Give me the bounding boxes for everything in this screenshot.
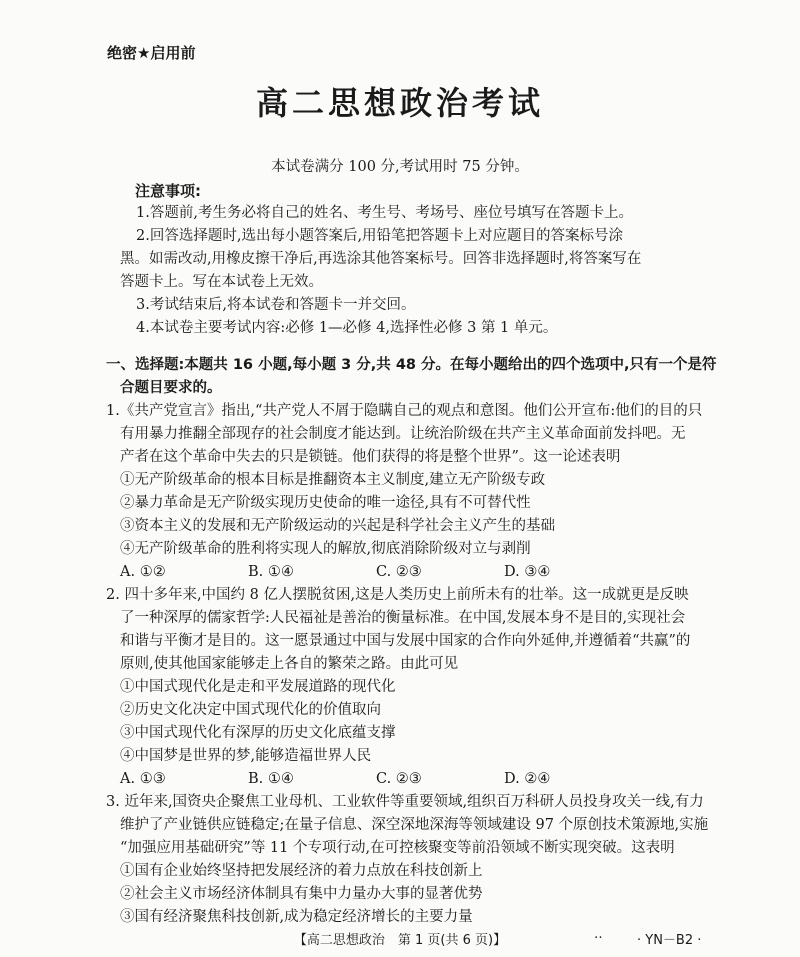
option-d: D. ③④ <box>504 564 551 580</box>
page-title: 高二思想政治考试 <box>255 84 544 122</box>
question-item: ③中国式现代化有深厚的历史文化底蕴支撑 <box>120 725 396 741</box>
notice-line: 答题卡上。写在本试卷上无效。 <box>120 274 323 290</box>
question-item: ④无产阶级革命的胜利将实现人的解放,彻底消除阶级对立与剥削 <box>120 541 531 557</box>
question-item: ①无产阶级革命的根本目标是推翻资本主义制度,建立无产阶级专政 <box>120 472 546 488</box>
option-a: A. ①② <box>120 564 166 580</box>
question-item: ③国有经济聚焦科技创新,成为稳定经济增长的主要力量 <box>120 909 473 925</box>
footer-mark: ‥ <box>594 927 603 942</box>
option-d: D. ②④ <box>504 771 551 787</box>
notice-line: 4.本试卷主要考试内容:必修 1—必修 4,选择性必修 3 第 1 单元。 <box>136 320 558 336</box>
option-a: A. ①③ <box>120 771 166 787</box>
option-c: C. ②③ <box>376 564 422 580</box>
question-stem-line: 2. 四十多年来,中国约 8 亿人摆脱贫困,这是人类历史上前所未有的壮举。这一成就更是反映 <box>106 587 689 603</box>
question-2 <box>106 584 706 791</box>
option-b: B. ①④ <box>248 771 294 787</box>
question-stem-line: 了一种深厚的儒家哲学:人民福祉是善治的衡量标准。在中国,发展本身不是目的,实现社会 <box>120 610 686 626</box>
confidential-label: 绝密★启用前 <box>107 44 196 62</box>
question-stem-line: “加强应用基础研究”等 11 个专项行动,在可控核聚变等前沿领域不断实现突破。这表明 <box>120 840 675 856</box>
answer-options <box>106 561 706 584</box>
question-3 <box>106 791 709 929</box>
notice-line: 黑。如需改动,用橡皮擦干净后,再选涂其他答案标号。回答非选择题时,将答案写在 <box>120 251 642 267</box>
notice-line: 3.考试结束后,将本试卷和答题卡一并交回。 <box>136 297 416 313</box>
question-item: ①国有企业始终坚持把发展经济的着力点放在科技创新上 <box>120 863 483 879</box>
section-heading: 一、选择题:本题共 16 小题,每小题 3 分,共 48 分。在每小题给出的四个选项中,只有一个是符 <box>106 357 717 373</box>
question-item: ③资本主义的发展和无产阶级运动的兴起是科学社会主义产生的基础 <box>120 518 555 534</box>
section-heading-cont: 合题目要求的。 <box>120 380 222 396</box>
question-stem-line: 原则,使其他国家能够走上各自的繁荣之路。由此可见 <box>120 656 459 672</box>
question-item: ②历史文化决定中国式现代化的价值取向 <box>120 702 381 718</box>
question-stem-line: 产者在这个革命中失去的只是锁链。他们获得的将是整个世界”。这一论述表明 <box>120 449 621 465</box>
notice-line: 2.回答选择题时,选出每小题答案后,用铅笔把答题卡上对应题目的答案标号涂 <box>136 228 624 244</box>
question-item: ②暴力革命是无产阶级实现历史使命的唯一途径,具有不可替代性 <box>120 495 531 511</box>
question-stem-line: 有用暴力推翻全部现存的社会制度才能达到。让统治阶级在共产主义革命面前发抖吧。无 <box>120 426 686 442</box>
question-item: ④中国梦是世界的梦,能够造福世界人民 <box>120 748 372 764</box>
question-item: ①中国式现代化是走和平发展道路的现代化 <box>120 679 396 695</box>
exam-meta: 本试卷满分 100 分,考试用时 75 分钟。 <box>271 159 529 175</box>
answer-options <box>106 768 706 791</box>
question-stem-line: 维护了产业链供应链稳定;在量子信息、深空深地深海等领域建设 97 个原创技术策源地,实施 <box>120 817 709 833</box>
exam-body <box>106 202 717 929</box>
question-stem-line: 1.《共产党宣言》指出,“共产党人不屑于隐瞒自己的观点和意图。他们公开宣布:他们的目的只 <box>106 403 703 419</box>
option-c: C. ②③ <box>376 771 422 787</box>
question-item: ②社会主义市场经济体制具有集中力量办大事的显著优势 <box>120 886 483 902</box>
question-stem-line: 和谐与平衡才是目的。这一愿景通过中国与发展中国家的合作向外延伸,并遵循着“共赢”的 <box>120 633 691 649</box>
notice-title: 注意事项: <box>135 182 201 200</box>
question-stem-line: 3. 近年来,国资央企聚焦工业母机、工业软件等重要领域,组织百万科研人员投身攻关一线,有力 <box>106 794 704 810</box>
option-b: B. ①④ <box>248 564 294 580</box>
notice-line: 1.答题前,考生务必将自己的姓名、考生号、考场号、座位号填写在答题卡上。 <box>136 205 633 221</box>
footer-page-info: 【高二思想政治 第 1 页(共 6 页)】 <box>293 933 507 948</box>
question-1 <box>106 400 706 584</box>
footer-code: · YN－B2 · <box>637 933 702 948</box>
